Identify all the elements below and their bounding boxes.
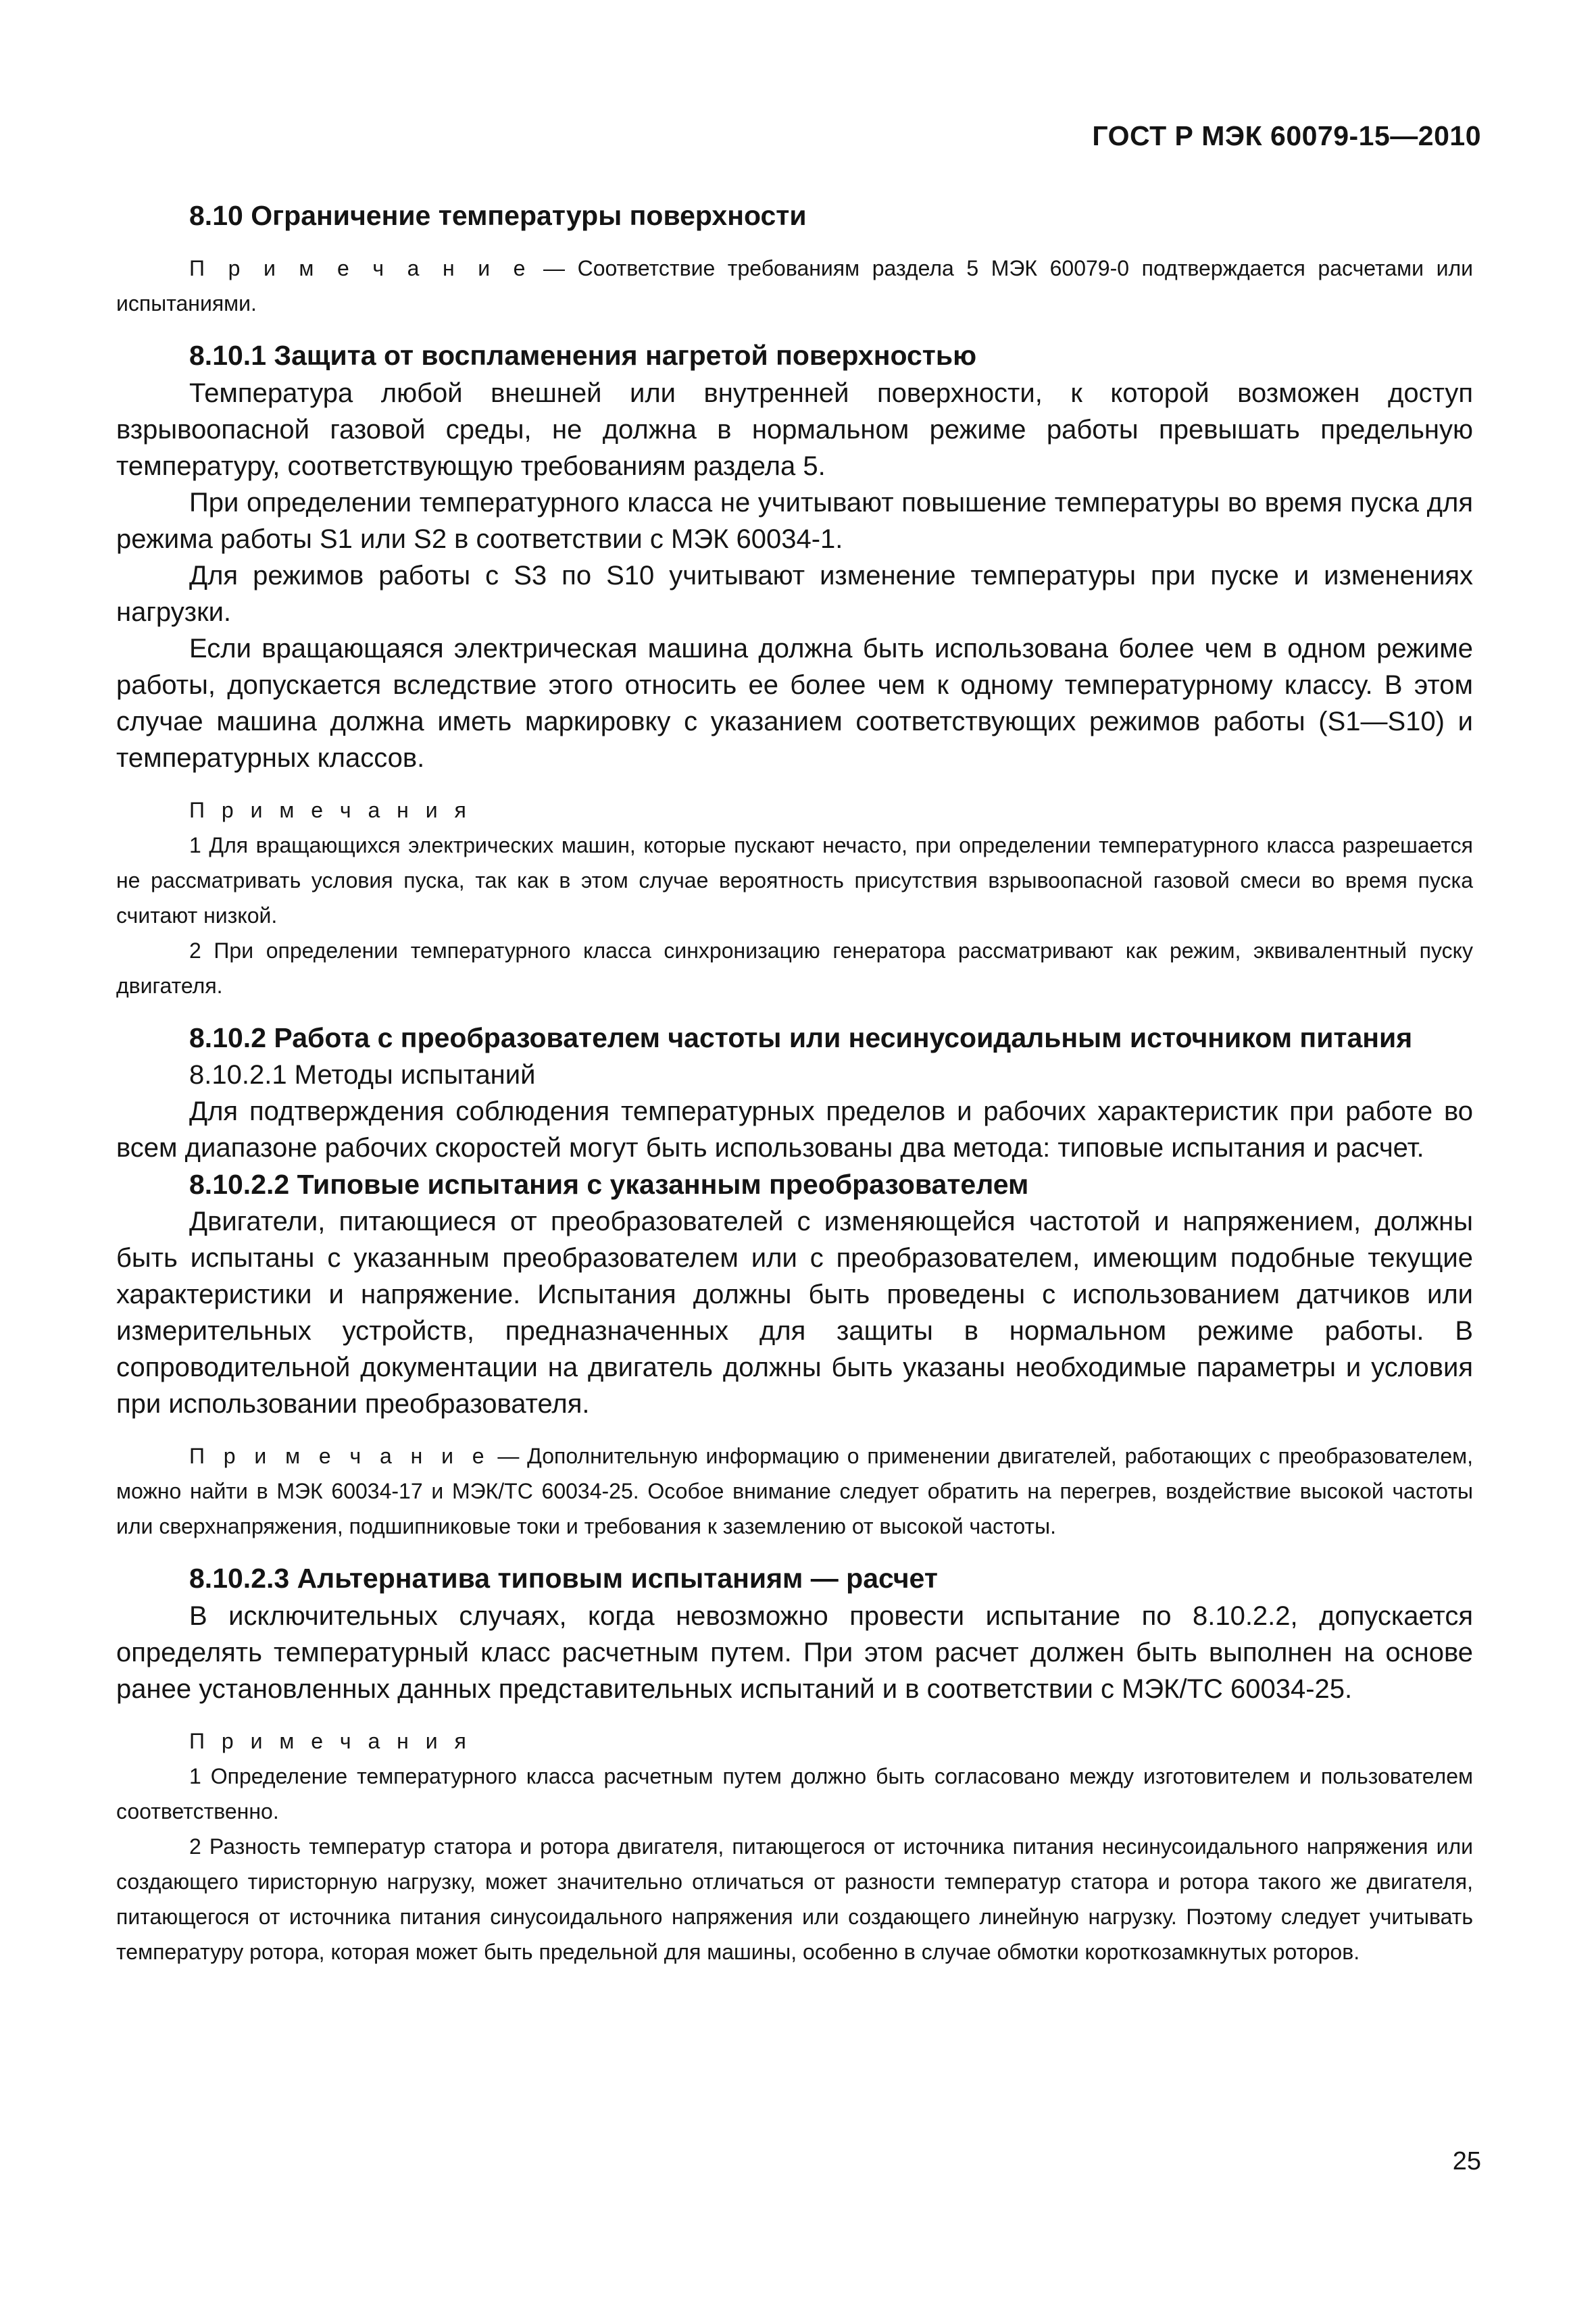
note-label: П р и м е ч а н и е — [189, 256, 531, 281]
paragraph: При определении температурного класса не учитывают повышение температуры во время пуска для режима работы S1 или S2 в соответствии с МЭК 60034-1. — [116, 487, 1473, 554]
page-number: 25 — [1452, 2147, 1481, 2175]
paragraph: Температура любой внешней или внутренней поверхности, к которой возможен доступ взрывоопасной газовой среды, не должна в нормальном режиме работы превышать предельную температуру, соответствующую требованиям раздела 5. — [116, 378, 1473, 481]
note-label: П р и м е ч а н и е — [189, 1444, 490, 1469]
notes-label: П р и м е ч а н и я — [189, 1728, 472, 1753]
paragraph: Для режимов работы с S3 по S10 учитывают изменение температуры при пуске и изменениях нагрузки. — [116, 560, 1473, 627]
document-header: ГОСТ Р МЭК 60079-15—2010 — [1092, 120, 1481, 151]
note-text: — Соответствие требованиям раздела 5 МЭК 60079-0 подтверждается расчетами или испытаниями. — [116, 256, 1474, 316]
note-item: 2 При определении температурного класса синхронизацию генератора рассматривают как режим, эквивалентный пуску двигателя. — [116, 938, 1473, 998]
heading-8-10-1: 8.10.1 Защита от воспламенения нагретой поверхностью — [189, 340, 977, 372]
subheading-8-10-2-1: 8.10.2.1 Методы испытаний — [189, 1060, 536, 1090]
notes-label: П р и м е ч а н и я — [189, 797, 472, 822]
note-8-10 — [116, 251, 1473, 321]
note-text: — Дополнительную информацию о применении двигателей, работающих с преобразователем, можно найти в МЭК 60034-17 и МЭК/ТС 60034-25. Особое внимание следует обратить на перегрев, воздействие высокой частоты или сверхнапряжения, подшипниковые токи и требования к заземлению от высокой частоты. — [116, 1444, 1474, 1539]
paragraph: Если вращающаяся электрическая машина должна быть использована более чем в одном режиме работы, допускается вследствие этого относить ее более чем к одному температурному классу. В этом случае машина должна иметь маркировку с указанием соответствующих режимов работы (S1—S10) и температурных классов. — [116, 633, 1473, 773]
paragraph: Для подтверждения соблюдения температурных пределов и рабочих характеристик при работе во всем диапазоне рабочих скоростей могут быть использованы два метода: типовые испытания и расчет. — [116, 1097, 1473, 1163]
paragraph: В исключительных случаях, когда невозможно провести испытание по 8.10.2.2, допускается определять температурный класс расчетным путем. При этом расчет должен быть выполнен на основе ранее установленных данных представительных испытаний и в соответствии с МЭК/ТС 60034-25. — [116, 1601, 1473, 1704]
note-8-10-2-2 — [116, 1438, 1473, 1544]
note-item: 1 Для вращающихся электрических машин, которые пускают нечасто, при определении температурного класса разрешается не рассматривать условия пуска, так как в этом случае вероятность присутствия взрывоопасной газовой смеси во время пуска считают низкой. — [116, 832, 1473, 928]
heading-8-10-2-2: 8.10.2.2 Типовые испытания с указанным преобразователем — [189, 1169, 1029, 1201]
note-item: 2 Разность температур статора и ротора двигателя, питающегося от источника питания несинусоидального напряжения или создающего тиристорную нагрузку, может значительно отличаться от разности температур статора и ротора такого же двигателя, питающегося от источника питания синусоидального напряжения или создающего линейную нагрузку. Поэтому следует учитывать температуру ротора, которая может быть предельной для машины, особенно в случае обмотки короткозамкнутых роторов. — [116, 1834, 1473, 1964]
heading-8-10: 8.10 Ограничение температуры поверхности — [189, 200, 807, 231]
note-item: 1 Определение температурного класса расчетным путем должно быть согласовано между изготовителем и пользователем соответственно. — [116, 1763, 1473, 1823]
paragraph: Двигатели, питающиеся от преобразователей с изменяющейся частотой и напряжением, должны быть испытаны с указанным преобразователем или с преобразователем, имеющим подобные текущие характеристики и напряжение. Испытания должны быть проведены с использованием датчиков или измерительных устройств, предназначенных для защиты в нормальном режиме работы. В сопроводительной документации на двигатель должны быть указаны необходимые параметры и условия при использовании преобразователя. — [116, 1207, 1473, 1419]
page-content — [116, 197, 1473, 1969]
heading-8-10-2-3: 8.10.2.3 Альтернатива типовым испытаниям — расчет — [189, 1563, 938, 1594]
heading-8-10-2: 8.10.2 Работа с преобразователем частоты или несинусоидальным источником питания — [189, 1022, 1413, 1053]
